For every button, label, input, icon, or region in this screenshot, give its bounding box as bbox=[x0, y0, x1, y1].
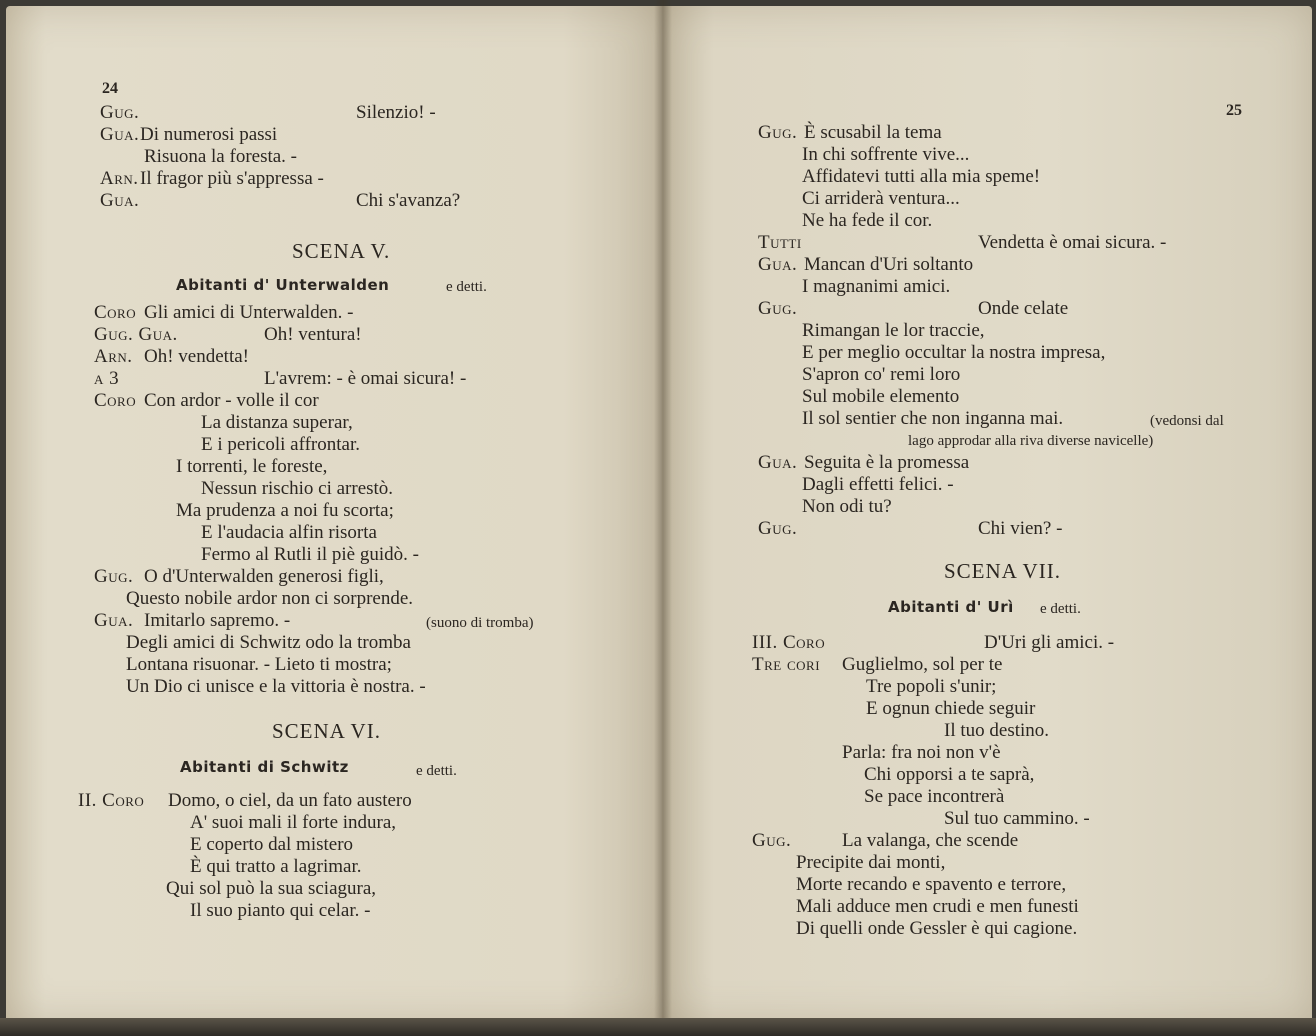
verse-line: Il fragor più s'appressa - bbox=[140, 168, 324, 189]
verse-line: Parla: fra noi non v'è bbox=[842, 742, 1001, 763]
verse-line-right: Chi vien? - bbox=[978, 518, 1063, 539]
speaker-label: Arn. bbox=[100, 168, 139, 189]
speaker-label: Gua. bbox=[100, 124, 140, 145]
verse-line: Risuona la foresta. - bbox=[144, 146, 298, 167]
verse-line: Non odi tu? bbox=[802, 496, 892, 517]
speaker-label: Tutti bbox=[758, 232, 802, 253]
verse-line: Degli amici di Schwitz odo la tromba bbox=[126, 632, 411, 653]
verse-line: O d'Unterwalden generosi figli, bbox=[144, 566, 384, 587]
verse-line: Sul tuo cammino. - bbox=[944, 808, 1090, 829]
verse-line: E l'audacia alfin risorta bbox=[201, 522, 377, 543]
verse-line: Ci arriderà ventura... bbox=[802, 188, 960, 209]
verse-line: Mali adduce men crudi e men funesti bbox=[796, 896, 1079, 917]
scene-characters: Abitanti d' Urì bbox=[888, 598, 1014, 616]
verse-line: In chi soffrente vive... bbox=[802, 144, 970, 165]
verse-line: Nessun rischio ci arrestò. bbox=[201, 478, 394, 499]
speaker-label: Arn. bbox=[94, 346, 133, 367]
verse-line: I magnanimi amici. bbox=[802, 276, 951, 297]
verse-line: Mancan d'Uri soltanto bbox=[804, 254, 974, 275]
verse-line: Il sol sentier che non inganna mai. bbox=[802, 408, 1064, 429]
verse-line: I torrenti, le foreste, bbox=[176, 456, 328, 477]
scene-characters-suffix: e detti. bbox=[416, 763, 457, 779]
speaker-label: Gug. bbox=[758, 518, 798, 539]
speaker-label: a 3 bbox=[94, 368, 120, 389]
verse-line: È scusabil la tema bbox=[804, 122, 942, 143]
stage-direction: lago approdar alla riva diverse navicelle) bbox=[908, 433, 1154, 449]
speaker-label: III. Coro bbox=[752, 632, 826, 653]
speaker-label: Gua. bbox=[94, 610, 134, 631]
verse-line-right: Oh! ventura! bbox=[264, 324, 362, 345]
verse-line: Gli amici di Unterwalden. - bbox=[144, 302, 354, 323]
verse-line: Guglielmo, sol per te bbox=[842, 654, 1003, 675]
verse-line: Affidatevi tutti alla mia speme! bbox=[802, 166, 1041, 187]
verse-line: La distanza superar, bbox=[201, 412, 353, 433]
verse-line: Sul mobile elemento bbox=[802, 386, 960, 407]
verse-line: Il suo pianto qui celar. - bbox=[190, 900, 371, 921]
verse-line: Chi opporsi a te saprà, bbox=[864, 764, 1035, 785]
verse-line-right: Vendetta è omai sicura. - bbox=[978, 232, 1167, 253]
scene-characters-suffix: e detti. bbox=[1040, 601, 1081, 617]
verse-line: Un Dio ci unisce e la vittoria è nostra. - bbox=[126, 676, 426, 697]
verse-line: Con ardor - volle il cor bbox=[144, 390, 319, 411]
speaker-label: II. Coro bbox=[78, 790, 145, 811]
right-page bbox=[662, 6, 1312, 1022]
speaker-label: Gua. bbox=[758, 254, 798, 275]
verse-line: Oh! vendetta! bbox=[144, 346, 249, 367]
verse-line: La valanga, che scende bbox=[842, 830, 1019, 851]
verse-line: Di numerosi passi bbox=[140, 124, 278, 145]
verse-line: E i pericoli affrontar. bbox=[201, 434, 360, 455]
verse-line: A' suoi mali il forte indura, bbox=[190, 812, 397, 833]
verse-line: Di quelli onde Gessler è qui cagione. bbox=[796, 918, 1078, 939]
scene-characters: Abitanti d' Unterwalden bbox=[176, 276, 390, 294]
verse-line: Seguita è la promessa bbox=[804, 452, 970, 473]
scene-title: SCENA VII. bbox=[944, 559, 1061, 583]
verse-line-right: Silenzio! - bbox=[356, 102, 436, 123]
verse-line-right: Onde celate bbox=[978, 298, 1069, 319]
verse-line: E ognun chiede seguir bbox=[866, 698, 1036, 719]
verse-line: Rimangan le lor traccie, bbox=[802, 320, 985, 341]
speaker-label: Coro bbox=[94, 302, 137, 323]
speaker-label: Gug. Gua. bbox=[94, 324, 178, 345]
verse-line: Lontana risuonar. - Lieto ti mostra; bbox=[126, 654, 392, 675]
verse-line: S'apron co' remi loro bbox=[802, 364, 961, 385]
verse-line: Se pace incontrerà bbox=[864, 786, 1005, 807]
speaker-label: Gug. bbox=[752, 830, 792, 851]
scene-title: SCENA V. bbox=[292, 239, 391, 263]
verse-line-right: L'avrem: - è omai sicura! - bbox=[264, 368, 467, 389]
verse-line: Questo nobile ardor non ci sorprende. bbox=[126, 588, 414, 609]
book-edge bbox=[0, 1018, 1316, 1036]
verse-line: Fermo al Rutli il piè guidò. - bbox=[201, 544, 419, 565]
verse-line: Tre popoli s'unir; bbox=[866, 676, 997, 697]
verse-line: Ne ha fede il cor. bbox=[802, 210, 933, 231]
verse-line-right: D'Uri gli amici. - bbox=[984, 632, 1115, 653]
speaker-label: Gua. bbox=[100, 190, 140, 211]
scene-characters: Abitanti di Schwitz bbox=[180, 758, 349, 776]
verse-line: Precipite dai monti, bbox=[796, 852, 946, 873]
verse-line: È qui tratto a lagrimar. bbox=[190, 856, 362, 877]
verse-line: E per meglio occultar la nostra impresa, bbox=[802, 342, 1106, 363]
verse-line: Domo, o ciel, da un fato austero bbox=[168, 790, 412, 811]
verse-line-right: Chi s'avanza? bbox=[356, 190, 461, 211]
verse-line: Morte recando e spavento e terrore, bbox=[796, 874, 1067, 895]
left-page bbox=[6, 6, 662, 1022]
speaker-label: Gua. bbox=[758, 452, 798, 473]
scene-characters-suffix: e detti. bbox=[446, 279, 487, 295]
speaker-label: Gug. bbox=[758, 122, 798, 143]
verse-line: E coperto dal mistero bbox=[190, 834, 354, 855]
speaker-label: Gug. bbox=[100, 102, 140, 123]
stage-direction: (suono di tromba) bbox=[426, 615, 534, 631]
speaker-label: Tre cori bbox=[752, 654, 821, 675]
speaker-label: Gug. bbox=[758, 298, 798, 319]
verse-line: Ma prudenza a noi fu scorta; bbox=[176, 500, 394, 521]
verse-line: Imitarlo sapremo. - bbox=[144, 610, 291, 631]
scene-title: SCENA VI. bbox=[272, 719, 381, 743]
page-number: 25 bbox=[1226, 102, 1242, 119]
verse-line: Il tuo destino. bbox=[944, 720, 1050, 741]
book-gutter bbox=[654, 0, 672, 1036]
speaker-label: Gug. bbox=[94, 566, 134, 587]
stage-direction: (vedonsi dal bbox=[1150, 413, 1224, 429]
verse-line: Qui sol può la sua sciagura, bbox=[166, 878, 377, 899]
page-number: 24 bbox=[102, 80, 118, 97]
verse-line: Dagli effetti felici. - bbox=[802, 474, 954, 495]
speaker-label: Coro bbox=[94, 390, 137, 411]
